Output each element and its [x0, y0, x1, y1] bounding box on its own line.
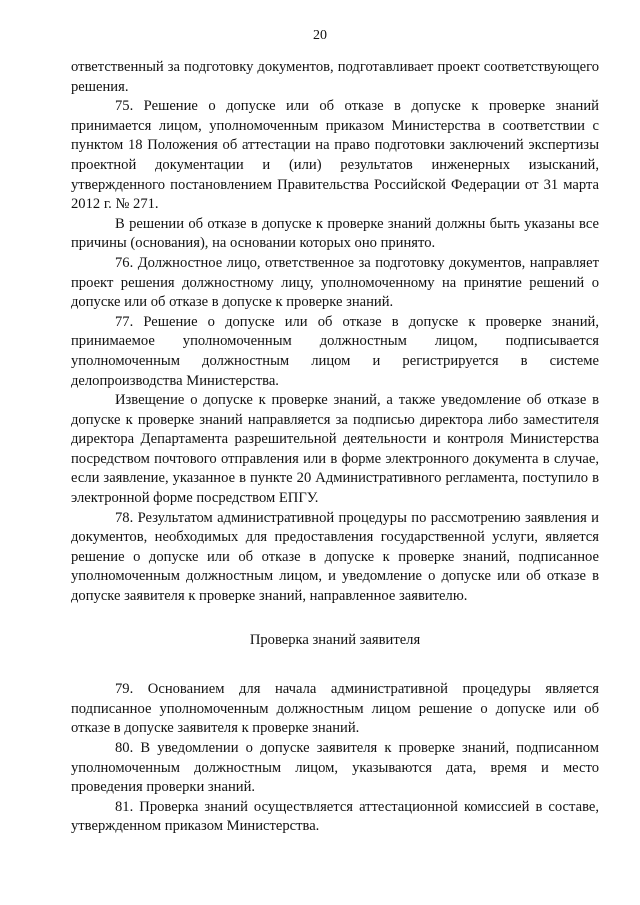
paragraph-75: 75. Решение о допуске или об отказе в допуске к проверке знаний принимается лицом, уполномоченным приказом Министерства в соответствии с пунктом 18 Положения об аттестации на право подготовки заключений экспертизы проектной документации и (или) результатов инженерных изысканий, утвержденного постановлением Правительства Российской Федерации от 31 марта 2012 г. № 271.: [71, 98, 599, 213]
paragraph-continuation: ответственный за подготовку документов, подготавливает проект соответствующего решения.: [71, 59, 599, 95]
paragraph-79: 79. Основанием для начала административной процедуры является подписанное уполномоченным должностным лицом решение о допуске или об отказе в допуске заявителя к проверке знаний.: [71, 681, 599, 737]
paragraph-76: 76. Должностное лицо, ответственное за подготовку документов, направляет проект решения должностному лицу, уполномоченному на принятие решений о допуске или об отказе в допуске к проверке знаний.: [71, 254, 599, 311]
paragraph-80: 80. В уведомлении о допуске заявителя к проверке знаний, подписанном уполномоченным должностным лицом, указываются дата, время и место проведения проверки знаний.: [71, 740, 599, 796]
paragraph-75-refusal-reasons: В решении об отказе в допуске к проверке знаний должны быть указаны все причины (основания), на основании которых оно принято.: [71, 215, 599, 252]
document-body: [71, 58, 599, 837]
paragraph-78: 78. Результатом административной процедуры по рассмотрению заявления и документов, необходимых для предоставления государственной услуги, является решение о допуске или об отказе в допуске к проверке знаний, подписанное уполномоченным должностным лицом, и уведомление о допуске или об отказе в допуске заявителя к проверке знаний, направленное заявителю.: [71, 509, 599, 605]
section-heading: Проверка знаний заявителя: [249, 631, 421, 648]
paragraph-81: 81. Проверка знаний осуществляется аттестационной комиссией в составе, утвержденном приказом Министерства.: [71, 798, 599, 835]
paragraph-77-notice: Извещение о допуске к проверке знаний, а также уведомление об отказе в допуске к проверке знаний направляется за подписью директора либо заместителя директора Департамента разрешительной деятельности и контроля Министерства посредством почтового отправления или в форме электронного документа в случае, если заявление, указанное в пункте 20 Административного регламента, поступило в электронной форме посредством ЕПГУ.: [71, 392, 599, 507]
page-number: 20: [313, 28, 327, 43]
paragraph-77: 77. Решение о допуске или об отказе в допуске к проверке знаний, принимаемое уполномоченным должностным лицом, подписывается уполномоченным должностным лицом и регистрируется в системе делопроизводства Министерства.: [71, 313, 599, 389]
